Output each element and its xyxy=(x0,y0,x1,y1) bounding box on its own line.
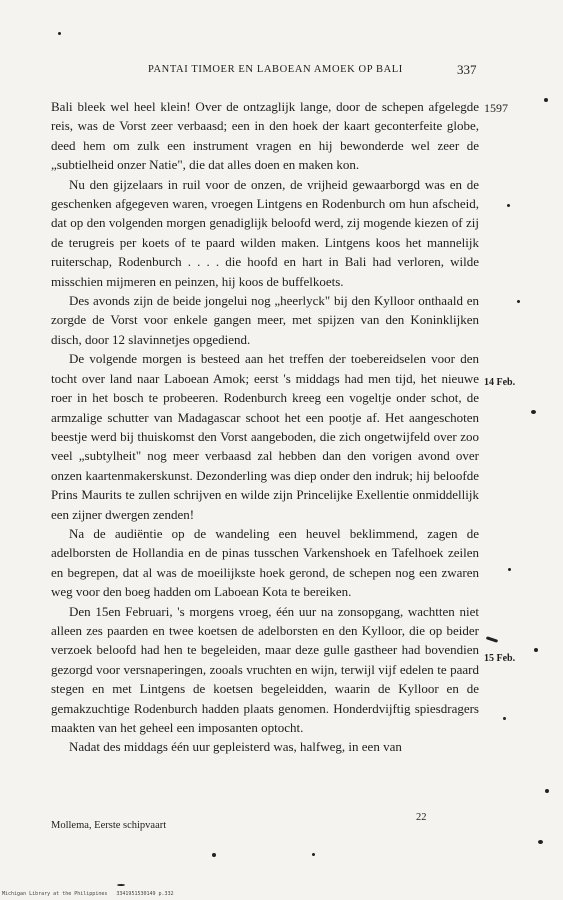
scan-speck xyxy=(486,636,498,643)
margin-note-date: 14 Feb. xyxy=(484,377,516,388)
scan-speck xyxy=(545,789,549,793)
paragraph: Nadat des middags één uur gepleisterd was, halfweg, in een van xyxy=(69,739,402,755)
paragraph: Bali bleek wel heel klein! Over de ontzaglijk lange, door de schepen afgelegde reis, was de Vorst zeer verbaasd; een in den hoek der kaart geconterfeite globe, deed hem om zulk een instrument vragen en hij bewonderde wel zeer de „subtielheid onzer Natie", die dat alles doen en maken kon. xyxy=(51,99,479,173)
paragraph: Des avonds zijn de beide jongelui nog „heerlyck" bij den Kylloor onthaald en zorgde de Vorst voor enkele gangen meer, met spijzen van den Koninklijken disch, door 12 slavinnetjes opgediend. xyxy=(51,293,479,347)
margin-note-year: 1597 xyxy=(484,101,508,115)
scan-speck xyxy=(534,648,538,652)
paragraph: Den 15en Februari, 's morgens vroeg, één uur na zonsopgang, wachtten niet alleen zes paarden en twee koetsen de adelborsten en den Kylloor, die op beider verzoek beloofd had hen te begeleiden, maar deze gulle gastheer had bovendien gezorgd voor versnaperingen, zooals vruchten en wijn, terwijl vijf edelen te paard stegen en met Lintgens de koetsen begeleidden, waarin de Kylloor en de gemakzuchtige Rodenburch hadden plaats genomen. Honderdvijftig spiesdragers maakten van het geheel een imposanten optocht. xyxy=(51,603,479,735)
scan-speck xyxy=(58,32,61,35)
scan-speck xyxy=(117,884,125,886)
page-header xyxy=(40,60,480,80)
paragraph: Na de audiëntie op de wandeling een heuvel beklimmend, zagen de adelborsten de Hollandia en de pinas tusschen Varkenshoek en Tafelhoek zeilen en begrepen, dat al was de moeilijkste hoek gerond, de schepen nog een zwaren weg voor den boeg hadden om Laboean Kota te bereiken. xyxy=(51,525,479,600)
scan-speck xyxy=(544,98,548,102)
scan-speck xyxy=(212,853,216,857)
paragraph: Nu den gijzelaars in ruil voor de onzen, de vrijheid gewaarborgd was en de geschenken afgegeven waren, vroegen Lintgens en Rodenburch om hun afscheid, dat op den volgenden morgen genadiglijk beloofd werd, zij mogende kiezen of zij de terugreis per koets of te paard wilden maken. Lintgens koos het mannelijk ruiterschap, Rodenburch . . . . die hoofd en hart in Bali had verloren, wilde misschien mijmeren en peinzen, hij koos de buffelkoets. xyxy=(51,176,479,289)
scan-speck xyxy=(508,568,511,571)
paragraph: De volgende morgen is besteed aan het treffen der toebereidselen voor den tocht over land naar Laboean Amok; eerst 's middags had men tijd, het nieuwe roer in het bosch te probeeren. Rodenburch kreeg een vogeltje onder schot, de armzalige schutter van Madagascar schoot het een pootje af. Het aangeschoten beestje werd bij thuiskomst den Vorst aangeboden, die zich ongetwijfeld over zoo veel „subtylheit" nog meer verbaasd zal hebben dan den vorigen avond over onzen kaartenmakerskunst. Dezonderling was diep onder den indruk; hij beloofde Prins Maurits te zullen schrijven en wilde zijn Princelijke Exellentie onmiddellijk een zijner dwergen zenden! xyxy=(51,351,479,522)
scan-speck xyxy=(531,410,536,414)
scan-speck xyxy=(517,300,520,303)
scan-speck xyxy=(538,840,543,844)
scan-speck xyxy=(507,204,510,207)
scan-speck xyxy=(312,853,315,856)
signature-mark: 22 xyxy=(416,812,427,823)
body-text xyxy=(51,97,479,757)
scan-speck xyxy=(503,717,506,720)
running-head: PANTAI TIMOER EN LABOEAN AMOEK OP BALI xyxy=(148,64,403,75)
signature-line: Mollema, Eerste schipvaart xyxy=(51,820,167,831)
scan-footer: Michigan Library at the Philippines 3341951530149 p.332 xyxy=(2,891,174,897)
page-number: 337 xyxy=(457,62,477,77)
margin-note-date: 15 Feb. xyxy=(484,653,516,664)
